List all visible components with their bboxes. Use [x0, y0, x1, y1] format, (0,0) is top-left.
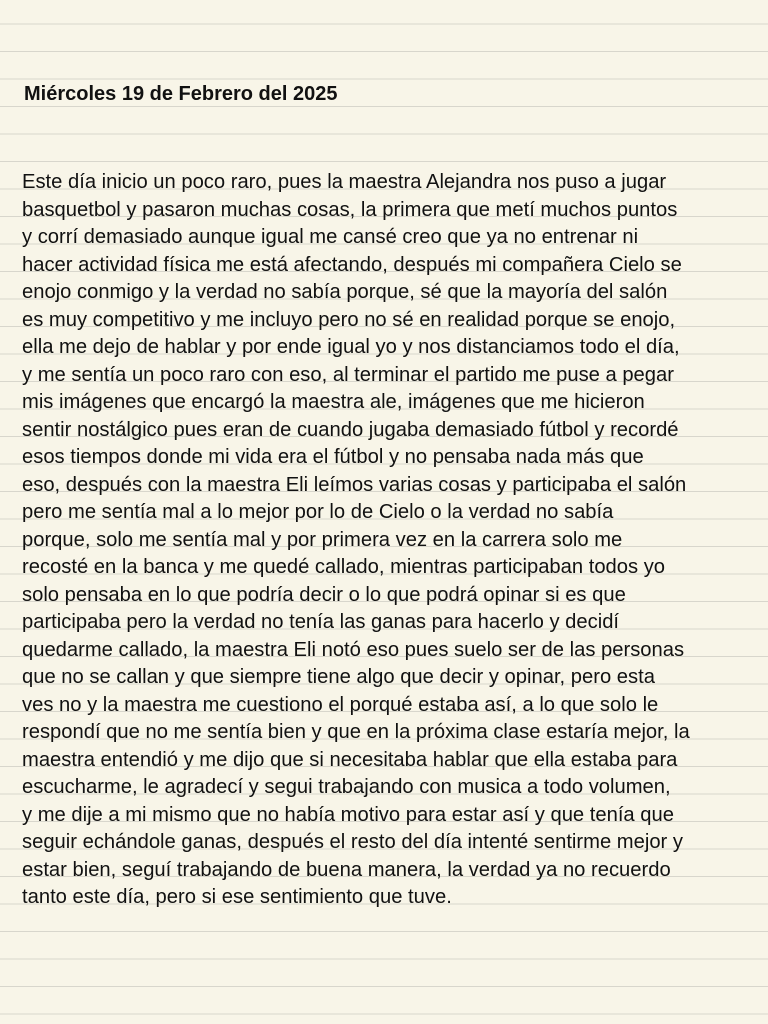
entry-line: recosté en la banca y me quedé callado, mientras participaban todos yo	[22, 556, 666, 578]
entry-line: maestra entendió y me dijo que si necesitaba hablar que ella estaba para	[22, 748, 678, 771]
entry-line: y corrí demasiado aunque igual me cansé creo que ya no entrenar ni	[22, 226, 639, 248]
entry-line: participaba pero la verdad no tenía las ganas para hacerlo y decidí	[22, 611, 620, 633]
entry-line: enojo conmigo y la verdad no sabía porque, sé que la mayoría del salón	[22, 281, 668, 303]
entry-line: porque, solo me sentía mal y por primera vez en la carrera solo me	[22, 528, 623, 551]
entry-line: mis imágenes que encargó la maestra ale, imágenes que me hicieron	[22, 391, 645, 413]
entry-body	[22, 169, 762, 912]
entry-line: y me dije a mi mismo que no había motivo para estar así y que tenía que	[22, 803, 674, 826]
entry-line: que no se callan y que siempre tiene algo que decir y opinar, pero esta	[22, 666, 655, 688]
entry-line: quedarme callado, la maestra Eli notó eso pues suelo ser de las personas	[22, 638, 685, 661]
entry-line: y me sentía un poco raro con eso, al terminar el partido me puse a pegar	[22, 363, 674, 386]
entry-line: respondí que no me sentía bien y que en la próxima clase estaría mejor, la	[22, 721, 690, 743]
entry-line: tanto este día, pero si ese sentimiento que tuve.	[22, 886, 452, 908]
entry-line: pero me sentía mal a lo mejor por lo de Cielo o la verdad no sabía	[22, 501, 614, 523]
entry-line: Este día inicio un poco raro, pues la maestra Alejandra nos puso a jugar	[22, 171, 667, 193]
entry-line: solo pensaba en lo que podría decir o lo que podrá opinar si es que	[22, 583, 626, 606]
entry-line: escucharme, le agradecí y segui trabajando con musica a todo volumen,	[22, 776, 671, 798]
entry-line: basquetbol y pasaron muchas cosas, la primera que metí muchos puntos	[22, 198, 678, 221]
entry-line: ella me dejo de hablar y por ende igual yo y nos distanciamos todo el día,	[22, 336, 680, 358]
entry-line: sentir nostálgico pues eran de cuando jugaba demasiado fútbol y recordé	[22, 418, 679, 441]
entry-line: seguir echándole ganas, después el resto del día intenté sentirme mejor y	[22, 831, 683, 853]
entry-line: estar bien, seguí trabajando de buena manera, la verdad ya no recuerdo	[22, 858, 671, 881]
entry-line: esos tiempos donde mi vida era el fútbol y no pensaba nada más que	[22, 446, 644, 468]
entry-line: eso, después con la maestra Eli leímos varias cosas y participaba el salón	[22, 473, 687, 496]
entry-line: es muy competitivo y me incluyo pero no sé en realidad porque se enojo,	[22, 308, 676, 331]
entry-line: ves no y la maestra me cuestiono el porqué estaba así, a lo que solo le	[22, 693, 659, 716]
entry-line: hacer actividad física me está afectando, después mi compañera Cielo se	[22, 253, 682, 276]
entry-date-title: Miércoles 19 de Febrero del 2025	[24, 83, 338, 105]
